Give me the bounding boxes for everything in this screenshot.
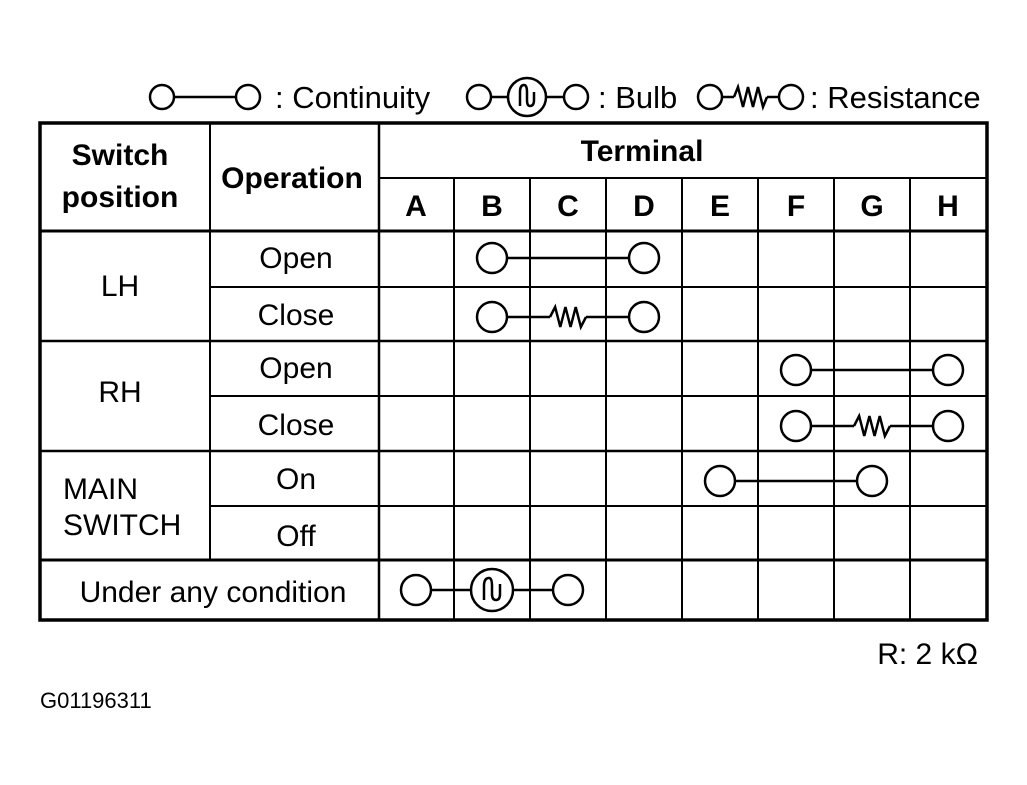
operation-main-off: Off xyxy=(276,520,316,553)
footer-under-any-condition: Under any condition xyxy=(79,576,347,609)
operation-rh-open: Open xyxy=(259,352,333,385)
terminal-node-h xyxy=(933,411,963,441)
legend-bulb-label: : Bulb xyxy=(598,80,678,115)
group-label-lh: LH xyxy=(100,270,140,303)
operation-lh-open: Open xyxy=(259,242,333,275)
terminal-label-c: C xyxy=(557,190,579,223)
group-label-rh: RH xyxy=(98,376,142,409)
terminal-node-e xyxy=(705,466,735,496)
terminal-label-h: H xyxy=(937,190,959,223)
operation-lh-close: Close xyxy=(257,299,335,332)
terminal-node-b xyxy=(477,302,507,332)
terminal-node-d xyxy=(629,302,659,332)
terminal-label-a: A xyxy=(405,190,427,223)
table-grid xyxy=(40,123,987,620)
legend-bulb-symbol xyxy=(467,78,588,116)
connection-continuity-f-h xyxy=(781,355,963,385)
terminal-node-a xyxy=(401,575,431,605)
terminal-node-f xyxy=(781,355,811,385)
operation-rh-close: Close xyxy=(257,409,335,442)
connection-continuity-b-d xyxy=(477,243,659,273)
terminal-label-g: G xyxy=(860,190,884,223)
terminal-node-h xyxy=(933,355,963,385)
terminal-label-e: E xyxy=(709,190,731,223)
terminal-label-b: B xyxy=(481,190,503,223)
group-label-main-switch-line2: SWITCH xyxy=(63,509,182,542)
connection-continuity-e-g xyxy=(705,466,887,496)
legend xyxy=(150,78,981,116)
legend-resistance-symbol xyxy=(698,85,803,109)
terminal-label-d: D xyxy=(633,190,655,223)
terminal-label-f: F xyxy=(786,190,806,223)
resistance-value-note: R: 2 kΩ xyxy=(877,638,978,671)
terminal-node-d xyxy=(629,243,659,273)
resistor-icon xyxy=(854,416,890,436)
header-switch-position-line1: Switch xyxy=(71,139,169,172)
connection-bulb-a-c xyxy=(401,569,583,611)
figure-code: G01196311 xyxy=(40,688,152,713)
header-terminal: Terminal xyxy=(580,135,704,168)
legend-continuity-label: : Continuity xyxy=(275,80,431,115)
terminal-node-b xyxy=(477,243,507,273)
resistor-icon xyxy=(550,307,586,327)
legend-resistance-label: : Resistance xyxy=(810,80,981,115)
operation-main-on: On xyxy=(275,463,317,496)
connection-resistance-f-h xyxy=(781,411,963,441)
terminal-node-g xyxy=(857,466,887,496)
header-operation: Operation xyxy=(221,162,363,195)
legend-continuity-symbol xyxy=(150,85,260,109)
connection-resistance-b-d xyxy=(477,302,659,332)
header-switch-position-line2: position xyxy=(61,181,179,214)
terminal-node-f xyxy=(781,411,811,441)
terminal-node-c xyxy=(553,575,583,605)
group-label-main-switch-line1: MAIN xyxy=(63,473,138,506)
